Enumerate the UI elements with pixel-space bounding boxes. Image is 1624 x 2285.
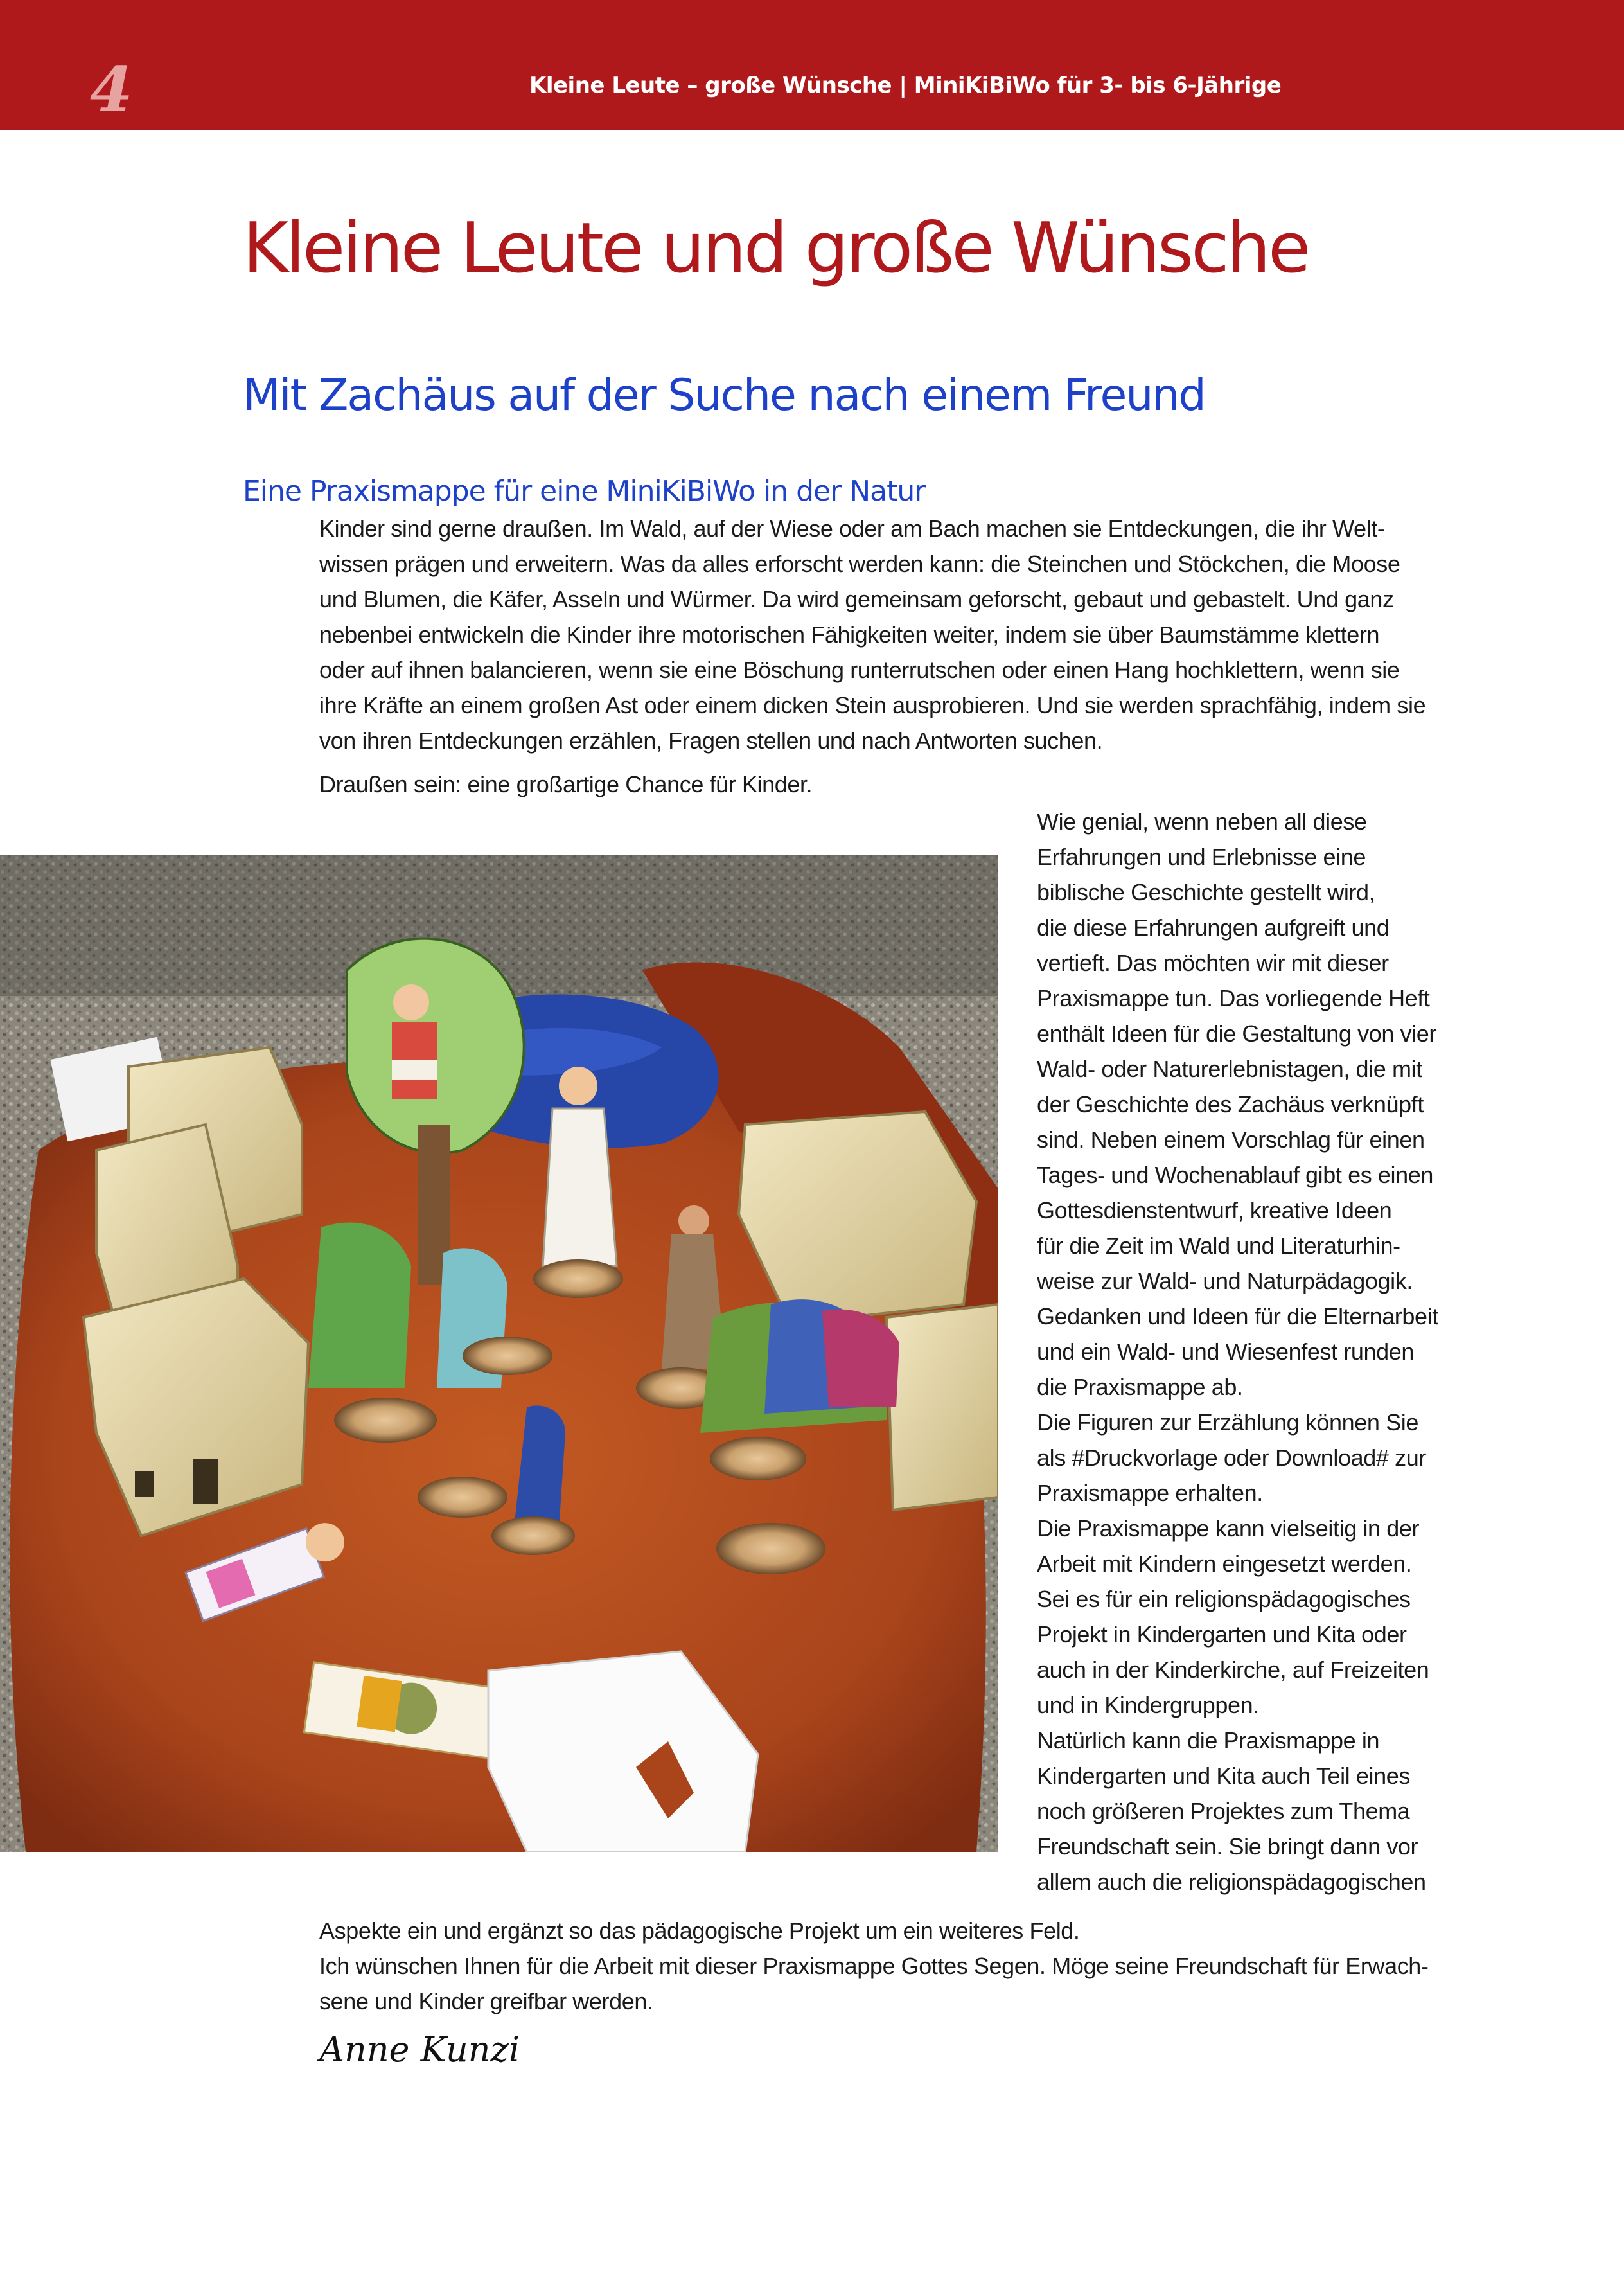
- text-line: Praxismappe erhalten.: [1037, 1480, 1263, 1506]
- text-line: Ich wünschen Ihnen für die Arbeit mit dieser Praxismappe Gottes Segen. Möge seine Freundschaft für Erwach-: [319, 1953, 1429, 1979]
- page-title: Kleine Leute und große Wünsche: [243, 208, 1309, 289]
- text-line: Sei es für ein religionspädagogisches: [1037, 1586, 1411, 1612]
- bottom-text: [319, 1913, 1463, 2019]
- column-paragraph-2: [1037, 1405, 1474, 1511]
- photo-zacchaeus-figures: [0, 855, 998, 1852]
- side-column: [1037, 804, 1474, 1899]
- text-line: Gedanken und Ideen für die Elternarbeit: [1037, 1303, 1438, 1329]
- text-line: Kinder sind gerne draußen. Im Wald, auf der Wiese oder am Bach machen sie Entdeckungen, die ihr Welt-: [319, 515, 1385, 542]
- text-line: Wald- oder Naturerlebnistagen, die mit: [1037, 1056, 1422, 1082]
- page-subtitle: Mit Zachäus auf der Suche nach einem Freund: [243, 370, 1205, 421]
- text-line: Die Praxismappe kann vielseitig in der: [1037, 1515, 1420, 1542]
- text-line: sene und Kinder greifbar werden.: [319, 1988, 653, 2014]
- text-line: Aspekte ein und ergänzt so das pädagogische Projekt um ein weiteres Feld.: [319, 1917, 1080, 1944]
- text-line: und ein Wald- und Wiesenfest runden: [1037, 1338, 1415, 1365]
- text-line: allem auch die religionspädagogischen: [1037, 1869, 1426, 1895]
- text-line: Erfahrungen und Erlebnisse eine: [1037, 844, 1366, 870]
- text-line: Wie genial, wenn neben all diese: [1037, 808, 1367, 835]
- text-line: Tages- und Wochenablauf gibt es einen: [1037, 1162, 1433, 1188]
- text-line: Draußen sein: eine großartige Chance für Kinder.: [319, 771, 813, 797]
- text-line: Freundschaft sein. Sie bringt dann vor: [1037, 1833, 1418, 1860]
- text-line: wissen prägen und erweitern. Was da alles erforscht werden kann: die Steinchen und Stöckchen, die Moose: [319, 551, 1400, 577]
- intro-paragraph: [319, 511, 1463, 758]
- text-line: Projekt in Kindergarten und Kita oder: [1037, 1621, 1407, 1648]
- page-number: 4: [90, 53, 133, 126]
- intro-closing: [319, 767, 1463, 802]
- column-paragraph-3: [1037, 1511, 1474, 1723]
- text-line: die Praxismappe ab.: [1037, 1374, 1243, 1400]
- text-line: und Blumen, die Käfer, Asseln und Würmer. Da wird gemeinsam geforscht, gebaut und gebastelt. Und ganz: [319, 586, 1394, 612]
- text-line: die diese Erfahrungen aufgreift und: [1037, 914, 1390, 941]
- column-paragraph-4: [1037, 1723, 1474, 1899]
- text-line: für die Zeit im Wald und Literaturhin-: [1037, 1232, 1400, 1259]
- header-band: [0, 0, 1624, 130]
- text-line: ihre Kräfte an einem großen Ast oder einem dicken Stein ausprobieren. Und sie werden sprachfähig, indem sie: [319, 692, 1426, 718]
- text-line: Praxismappe tun. Das vorliegende Heft: [1037, 985, 1430, 1011]
- text-line: und in Kindergruppen.: [1037, 1692, 1259, 1718]
- text-line: noch größeren Projektes zum Thema: [1037, 1798, 1410, 1824]
- text-line: Die Figuren zur Erzählung können Sie: [1037, 1409, 1418, 1436]
- text-line: weise zur Wald- und Naturpädagogik.: [1037, 1268, 1413, 1294]
- column-paragraph-1: [1037, 804, 1474, 1405]
- text-line: biblische Geschichte gestellt wird,: [1037, 879, 1375, 905]
- text-line: oder auf ihnen balancieren, wenn sie eine Böschung runterrutschen oder einen Hang hochklettern, wenn sie: [319, 657, 1400, 683]
- photo-illustration: [0, 855, 998, 1852]
- text-line: Natürlich kann die Praxismappe in: [1037, 1727, 1380, 1754]
- running-head: Kleine Leute – große Wünsche | MiniKiBiWo für 3- bis 6-Jährige: [529, 73, 1282, 98]
- author-signature: Anne Kunzi: [319, 2029, 520, 2070]
- text-line: Gottesdienstentwurf, kreative Ideen: [1037, 1197, 1392, 1223]
- text-line: nebenbei entwickeln die Kinder ihre motorischen Fähigkeiten weiter, indem sie über Baumstämme klettern: [319, 621, 1380, 648]
- text-line: auch in der Kinderkirche, auf Freizeiten: [1037, 1657, 1429, 1683]
- text-line: als #Druckvorlage oder Download# zur: [1037, 1445, 1426, 1471]
- text-line: Arbeit mit Kindern eingesetzt werden.: [1037, 1551, 1412, 1577]
- text-line: sind. Neben einem Vorschlag für einen: [1037, 1126, 1425, 1153]
- text-line: Kindergarten und Kita auch Teil eines: [1037, 1763, 1410, 1789]
- section-heading: Eine Praxismappe für eine MiniKiBiWo in der Natur: [243, 475, 926, 508]
- text-line: enthält Ideen für die Gestaltung von vier: [1037, 1020, 1437, 1047]
- text-line: vertieft. Das möchten wir mit dieser: [1037, 950, 1389, 976]
- text-line: von ihren Entdeckungen erzählen, Fragen stellen und nach Antworten suchen.: [319, 727, 1103, 754]
- text-line: der Geschichte des Zachäus verknüpft: [1037, 1091, 1424, 1117]
